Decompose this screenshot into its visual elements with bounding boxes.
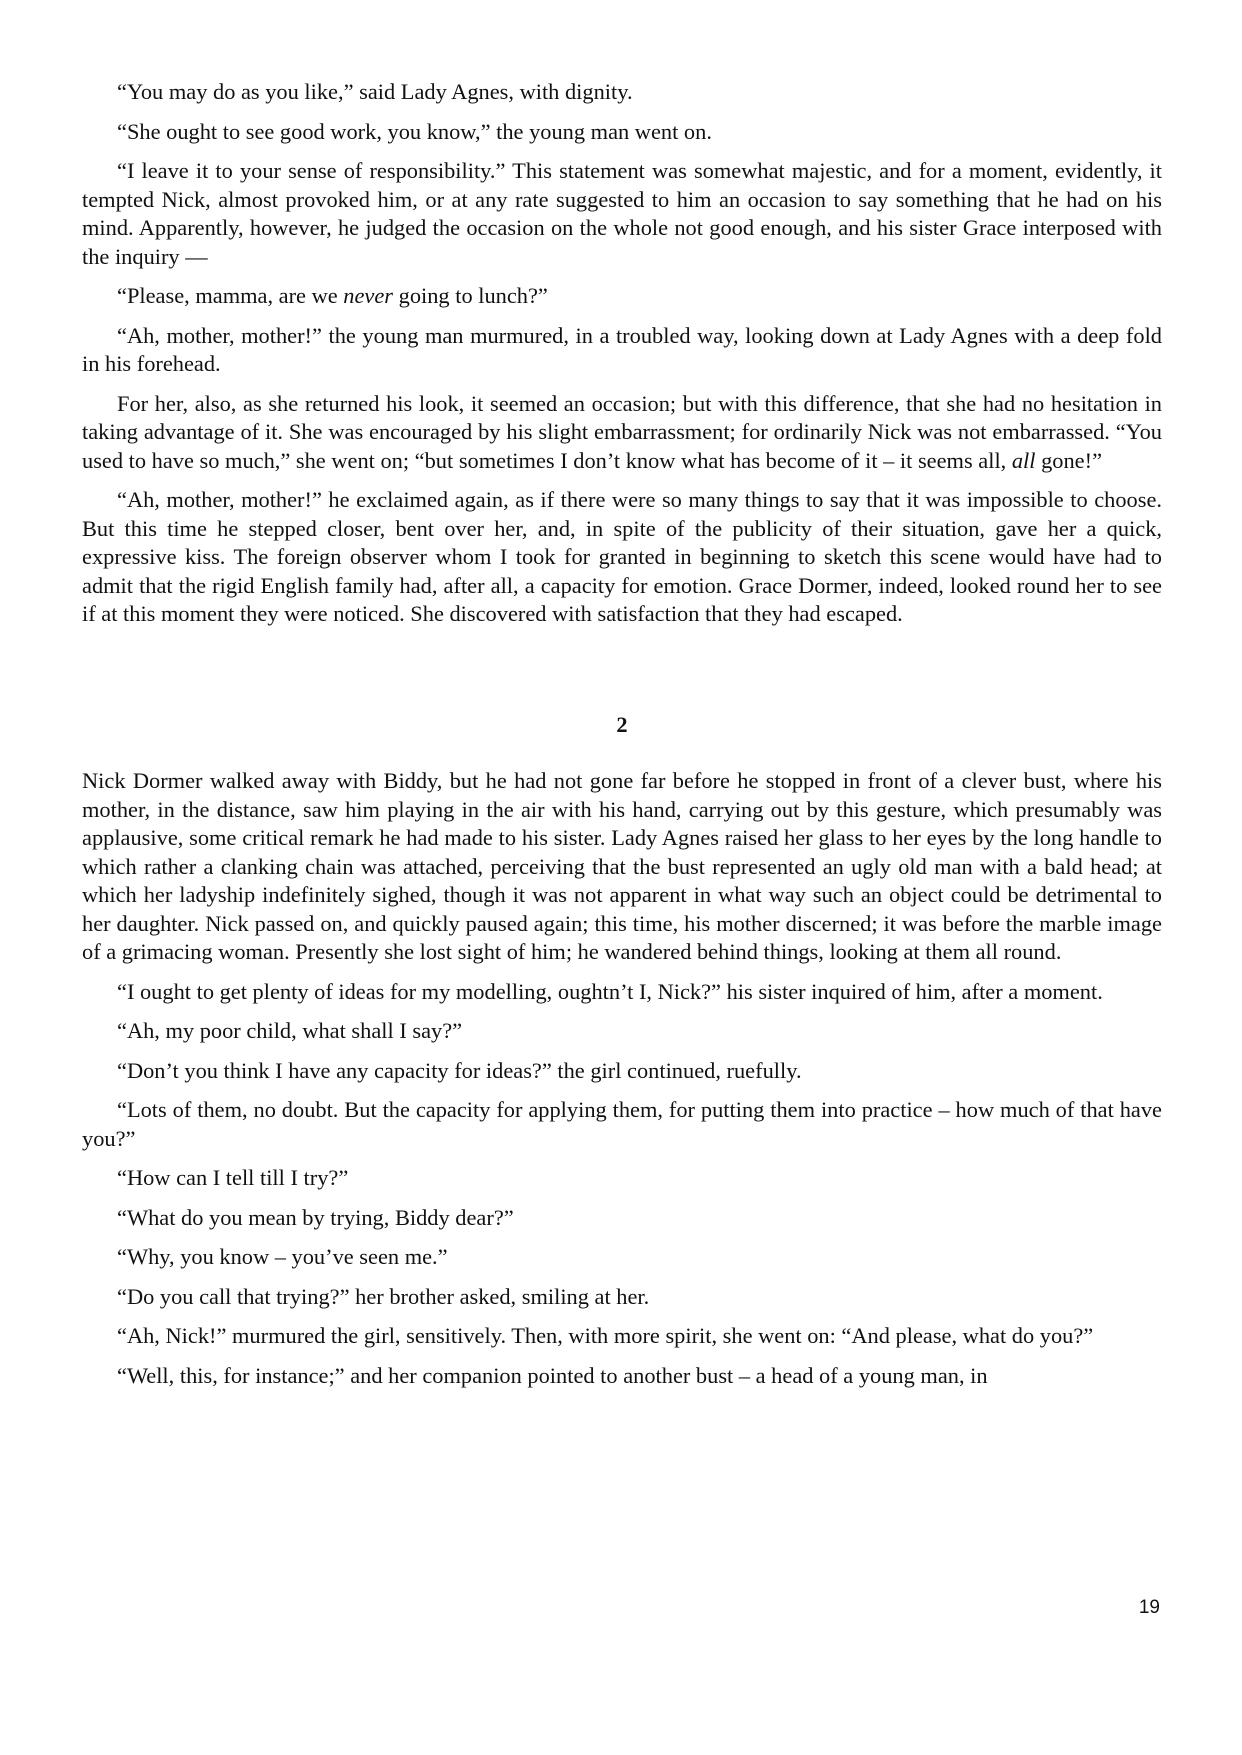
- paragraph: “Don’t you think I have any capacity for ideas?” the girl continued, ruefully.: [117, 1057, 802, 1083]
- paragraph: “Well, this, for instance;” and her companion pointed to another bust – a head of a young man, in: [117, 1362, 988, 1388]
- paragraph: “She ought to see good work, you know,” the young man went on.: [117, 118, 712, 144]
- page-body: [82, 78, 1162, 1401]
- paragraph: “What do you mean by trying, Biddy dear?”: [117, 1204, 514, 1230]
- paragraph: “Lots of them, no doubt. But the capacity for applying them, for putting them into practice – how much of that have you?”: [82, 1097, 1162, 1151]
- paragraph-text: For her, also, as she returned his look, it seemed an occasion; but with this difference, that she had no hesitation in taking advantage of it. She was encouraged by his slight embarrassment; for ordinarily Nick was not embarrassed. “You used to have so much,” she went on; “but sometimes I don’t know what has become of it – it seems all,: [82, 390, 1162, 473]
- chapter-number: 2: [616, 711, 628, 737]
- page-number: 19: [1138, 1597, 1160, 1618]
- paragraph: “How can I tell till I try?”: [117, 1165, 349, 1190]
- paragraph-text: going to lunch?”: [393, 283, 548, 308]
- emphasis-text: all: [1011, 447, 1036, 473]
- paragraph-text: “Please, mamma, are we: [117, 283, 344, 308]
- paragraph: [82, 390, 1162, 476]
- paragraph-text: gone!”: [1035, 447, 1103, 473]
- paragraph: Nick Dormer walked away with Biddy, but he had not gone far before he stopped in front of a clever bust, where his mother, in the distance, saw him playing in the air with his hand, carrying out by this gesture, which presumably was applausive, some critical remark he had made to his sister. Lady Agnes raised her glass to her eyes by the long handle to which rather a clanking chain was attached, perceiving that the bust represented an ugly old man with a bald head; at which her ladyship indefinitely sighed, though it was not apparent in what way such an object could be detrimental to her daughter. Nick passed on, and quickly paused again; this time, his mother discerned; it was before the marble image of a grimacing woman. Presently she lost sight of him; he wandered behind things, looking at them all round.: [82, 768, 1162, 964]
- paragraph: “Why, you know – you’ve seen me.”: [117, 1244, 448, 1269]
- paragraph: [82, 282, 1162, 311]
- paragraph: “You may do as you like,” said Lady Agnes, with dignity.: [117, 79, 633, 104]
- paragraph: “Ah, my poor child, what shall I say?”: [117, 1018, 463, 1043]
- paragraph: “Ah, mother, mother!” he exclaimed again, as if there were so many things to say that it was impossible to choose. But this time he stepped closer, bent over her, and, in spite of the publicity of their situation, gave her a quick, expressive kiss. The foreign observer whom I took for granted in beginning to sketch this scene would have had to admit that the rigid English family had, after all, a capacity for emotion. Grace Dormer, indeed, looked round her to see if at this moment they were noticed. She discovered with satisfaction that they had escaped.: [82, 487, 1162, 626]
- paragraph: “I ought to get plenty of ideas for my modelling, oughtn’t I, Nick?” his sister inquired of him, after a moment.: [117, 978, 1103, 1004]
- paragraph: “Ah, Nick!” murmured the girl, sensitively. Then, with more spirit, she went on: “And please, what do you?”: [117, 1323, 1094, 1348]
- paragraph: “Ah, mother, mother!” the young man murmured, in a troubled way, looking down at Lady Agnes with a deep fold in his forehead.: [82, 322, 1162, 376]
- paragraph: “I leave it to your sense of responsibility.” This statement was somewhat majestic, and for a moment, evidently, it tempted Nick, almost provoked him, or at any rate suggested to him an occasion to say something that he had on his mind. Apparently, however, he judged the occasion on the whole not good enough, and his sister Grace interposed with the inquiry —: [82, 158, 1162, 269]
- paragraph: “Do you call that trying?” her brother asked, smiling at her.: [117, 1283, 650, 1309]
- emphasis-text: never: [343, 283, 394, 308]
